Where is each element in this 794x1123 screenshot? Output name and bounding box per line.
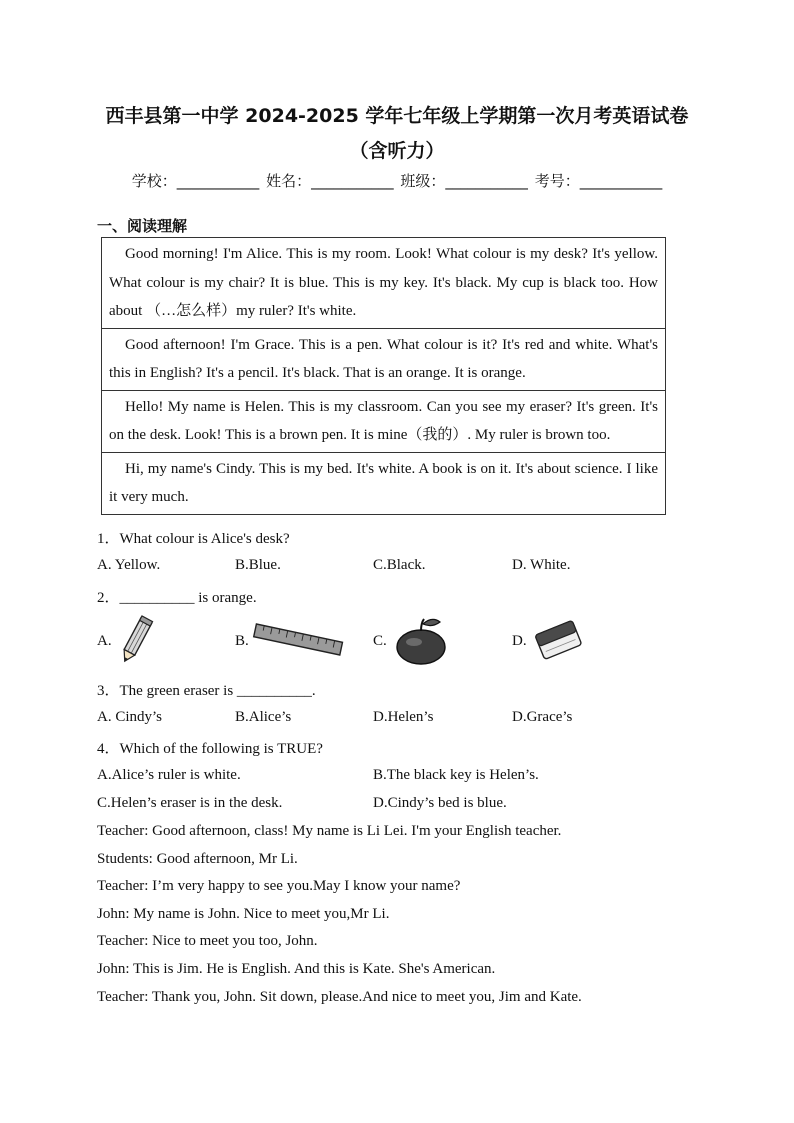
q3-option-b: B.Alice’s <box>235 709 292 725</box>
q2-option-a: A. <box>97 633 112 649</box>
q4-option-b: B.The black key is Helen’s. <box>373 767 539 783</box>
number-field: 考号：___________ <box>534 172 663 190</box>
q2-option-c: C. <box>373 633 387 649</box>
passage-cindy: Hi, my name's Cindy. This is my bed. It's white. A book is on it. It's about science. I like it very much. <box>102 452 665 514</box>
question-1-stem: 1．What colour is Alice's desk? <box>97 531 290 547</box>
q1-option-a: A. Yellow. <box>97 557 161 573</box>
orange-icon <box>390 614 450 666</box>
q4-option-d: D.Cindy’s bed is blue. <box>373 795 507 811</box>
passage-grace: Good afternoon! I'm Grace. This is a pen. What colour is it? It's red and white. What's this in English? It's a pencil. It's black. That is an orange. It is orange. <box>102 328 665 390</box>
question-4-stem: 4．Which of the following is TRUE? <box>97 741 323 757</box>
q2-option-d: D. <box>512 633 527 649</box>
dialogue-line: John: My name is John. Nice to meet you,Mr Li. <box>97 906 390 922</box>
q3-option-a: A. Cindy’s <box>97 709 163 725</box>
ruler-icon <box>250 622 346 658</box>
page-subtitle: （含听力） <box>349 140 445 162</box>
name-field: 姓名：___________ <box>266 172 394 190</box>
q4-option-a: A.Alice’s ruler is white. <box>97 767 241 783</box>
student-info-line <box>0 170 794 191</box>
dialogue-line: Teacher: Good afternoon, class! My name is Li Lei. I'm your English teacher. <box>97 823 562 839</box>
school-field: 学校：___________ <box>131 172 260 190</box>
q1-option-b: B.Blue. <box>235 557 281 573</box>
reading-passages-box <box>101 237 666 515</box>
dialogue-line: John: This is Jim. He is English. And this is Kate. She's American. <box>97 961 496 977</box>
q4-option-c: C.Helen’s eraser is in the desk. <box>97 795 283 811</box>
passage-helen: Hello! My name is Helen. This is my classroom. Can you see my eraser? It's green. It's on the desk. Look! This is a brown pen. It is mine（我的）. My ruler is brown too. <box>102 390 665 452</box>
section-heading: 一、阅读理解 <box>97 217 188 235</box>
page-title: 西丰县第一中学 2024-2025 学年七年级上学期第一次月考英语试卷 <box>105 105 689 127</box>
q3-option-d: D.Grace’s <box>512 709 573 725</box>
q3-option-c: D.Helen’s <box>373 709 434 725</box>
dialogue-line: Students: Good afternoon, Mr Li. <box>97 851 298 867</box>
eraser-icon <box>530 613 586 665</box>
q2-option-b: B. <box>235 633 249 649</box>
passage-alice: Good morning! I'm Alice. This is my room. Look! What colour is my desk? It's yellow. What colour is my chair? It is blue. This is my key. It's black. My cup is black too. How about （…怎么样）my ruler? It's white. <box>109 246 658 319</box>
dialogue-line: Teacher: Nice to meet you too, John. <box>97 933 318 949</box>
question-3-stem: 3．The green eraser is __________. <box>97 683 316 699</box>
question-2-stem: 2．__________ is orange. <box>97 590 257 606</box>
dialogue-line: Teacher: Thank you, John. Sit down, please.And nice to meet you, Jim and Kate. <box>97 989 582 1005</box>
q1-option-d: D. White. <box>512 557 571 573</box>
dialogue-line: Teacher: I’m very happy to see you.May I know your name? <box>97 878 461 894</box>
class-field: 班级：___________ <box>400 172 528 190</box>
q1-option-c: C.Black. <box>373 557 426 573</box>
pencil-icon <box>113 614 159 666</box>
